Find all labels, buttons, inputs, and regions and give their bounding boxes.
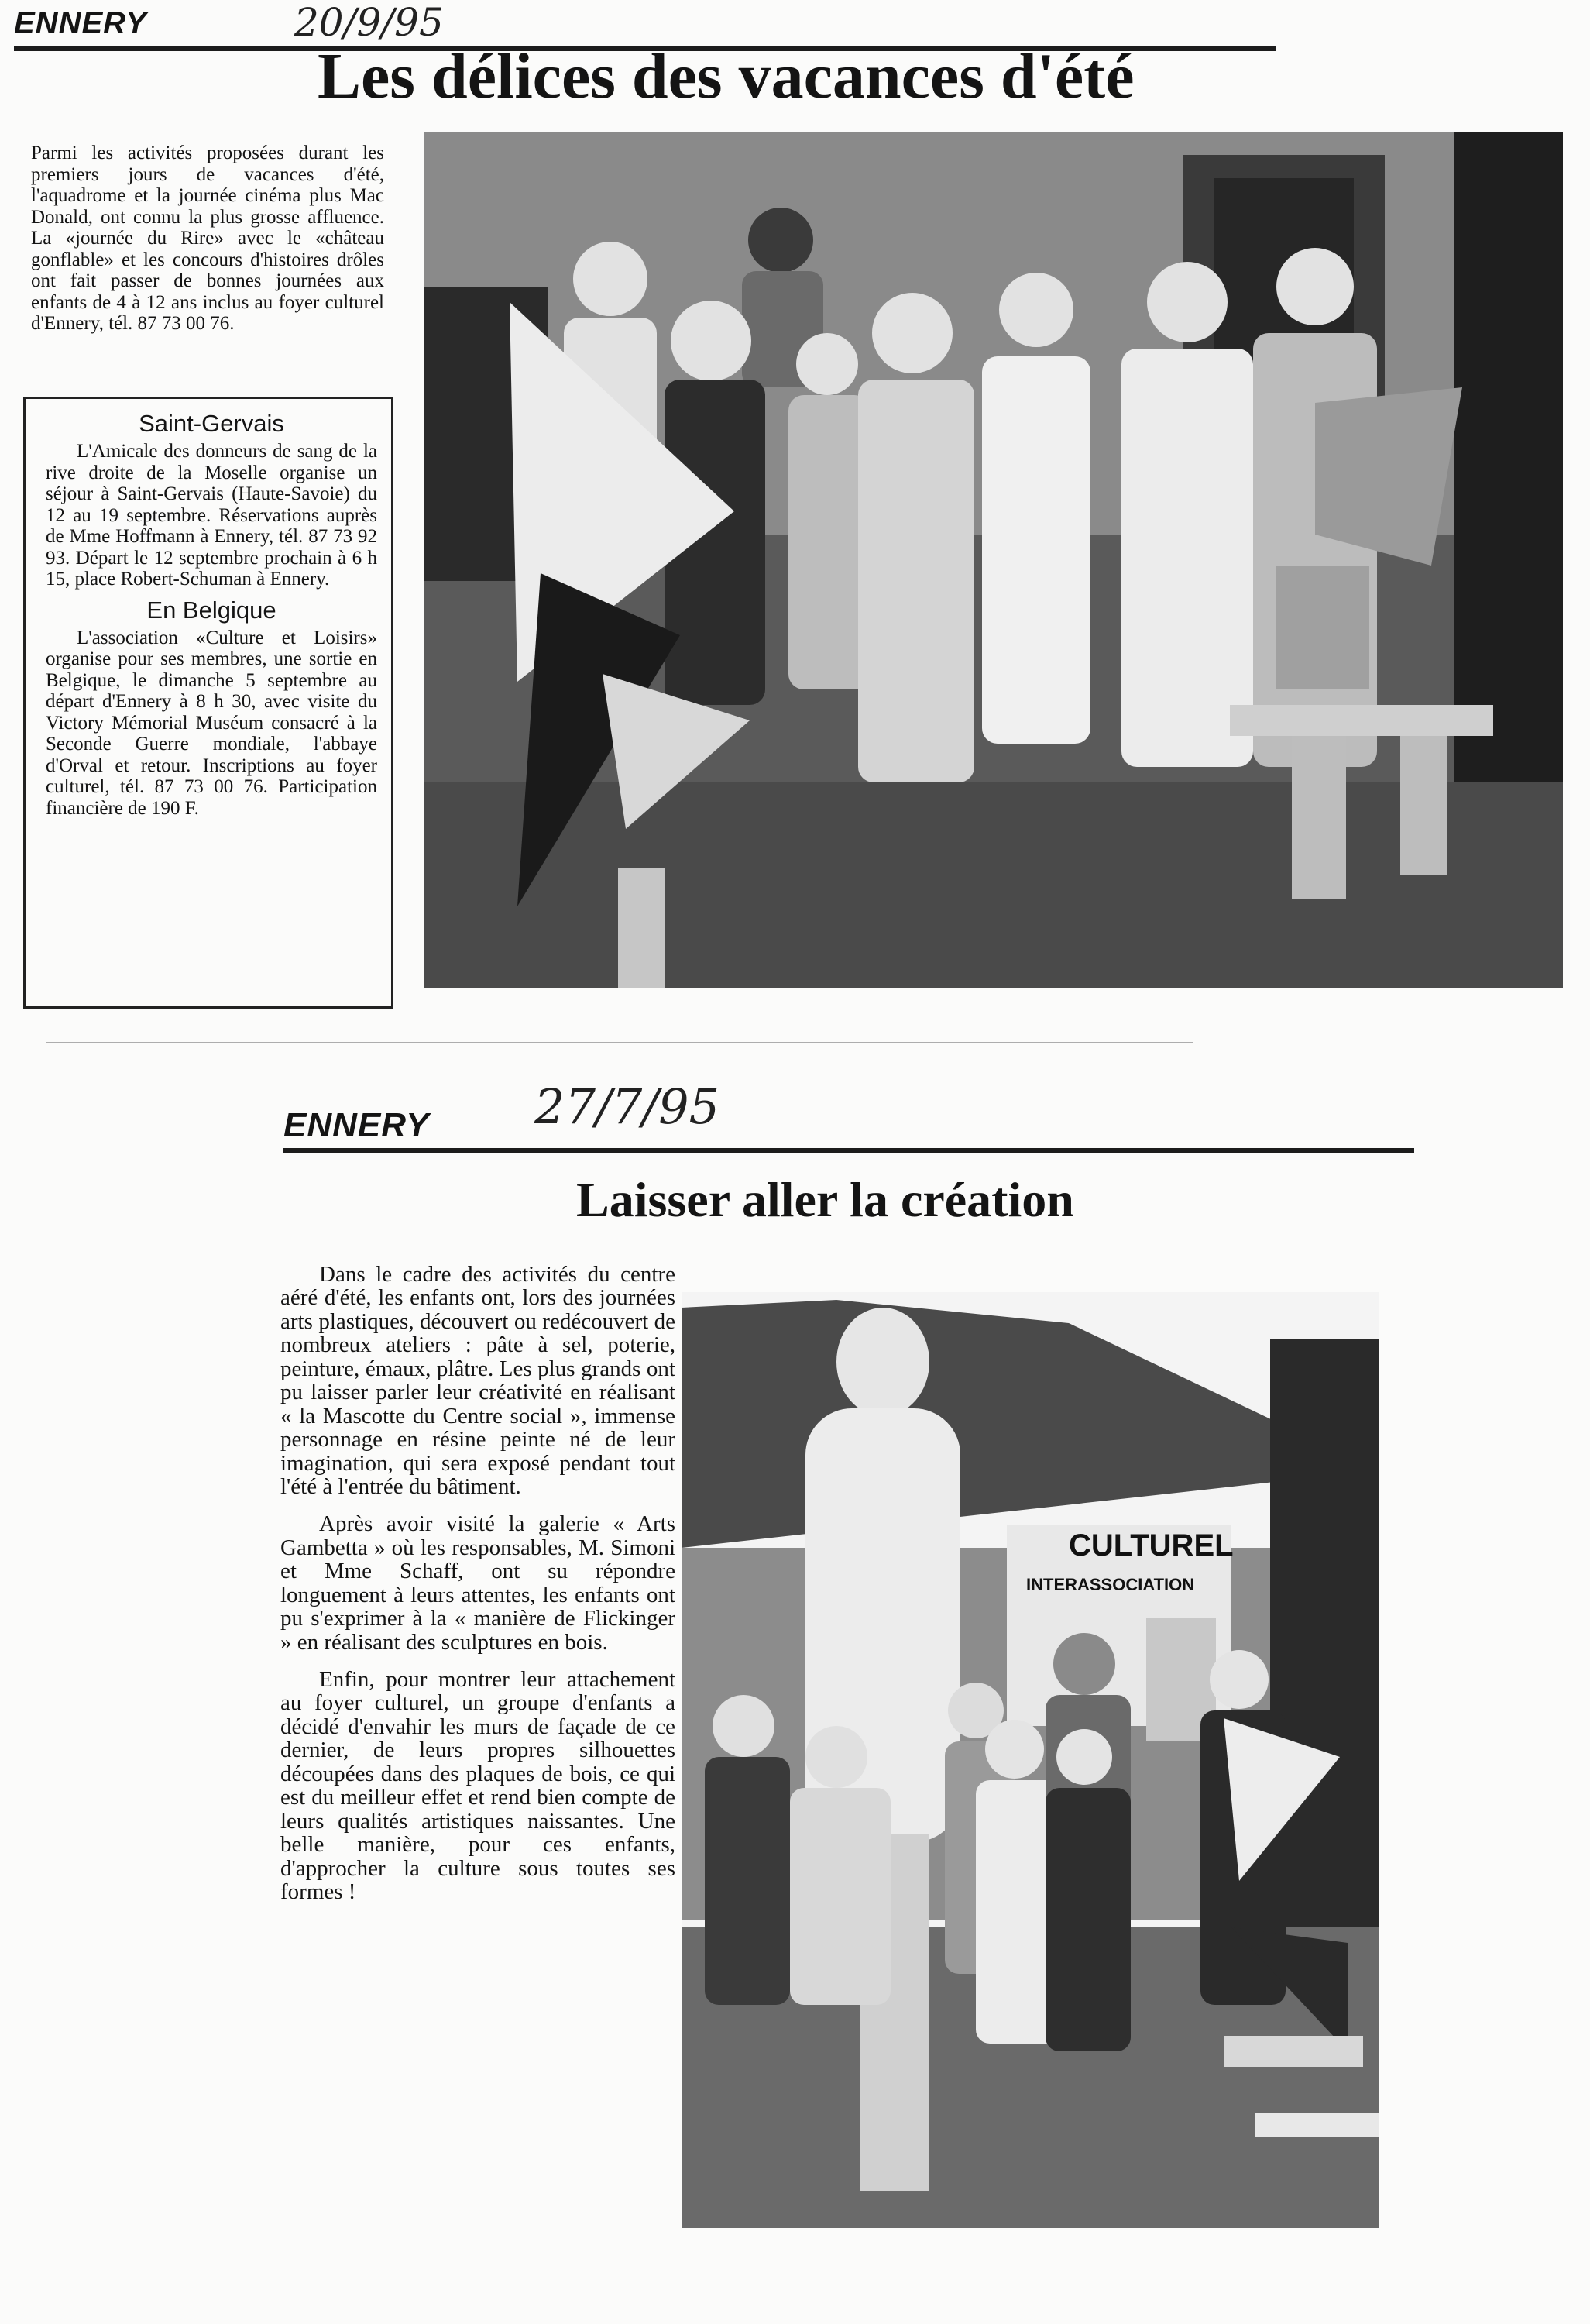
photo-children-group-illustration [424,132,1563,988]
box-heading-saint-gervais: Saint-Gervais [139,410,284,437]
info-box [23,397,393,1009]
masthead-rule-2 [283,1148,1414,1153]
photo-mascot-building-illustration [682,1292,1379,2228]
handwritten-date-1: 20/9/95 [294,0,444,45]
masthead-2: ENNERY [283,1106,430,1144]
box-heading-belgique: En Belgique [146,596,276,624]
article-paragraph-1: Dans le cadre des activités du centre aéré d'été, les enfants ont, lors des journées arts plastiques, découvert ou redécouvert de nombreux ateliers : pâte à sel, poterie, peinture, émaux, plâtre. Les plus grands ont pu laisser parler leur créativité en réalisant « la Mascotte du Centre social », immense personnage en résine peinte né de leur imagination, qui sera exposé pendant tout l'été à l'entrée du bâtiment. [280,1262,675,1499]
photo-children-group [424,132,1563,988]
intro-text: Parmi les activités proposées durant les premiers jours de vacances d'été, l'aquadrome et la journée cinéma plus Mac Donald, ont connu la plus grosse affluence. La «journée du Rire» avec le «château gonflable» et les concours d'histoires drôles ont fait passer de bonnes journées aux enfants de 4 à 12 ans inclus au foyer culturel d'Ennery, tél. 87 73 00 76. [31,143,384,334]
intro-paragraph [31,143,384,335]
masthead-1: ENNERY [14,6,147,40]
article-paragraph-2: Après avoir visité la galerie « Arts Gambetta » où les responsables, M. Simoni et Mme Schaff, ont su répondre longuement à leurs attentes, les enfants ont pu s'exprimer à la « manière de Flickinger » en réalisant des sculptures en bois. [280,1511,675,1655]
headline-1: Les délices des vacances d'été [318,40,1135,112]
box-text-belgique: L'association «Culture et Loisirs» organise pour ses membres, une sortie en Belgique, le dimanche 5 septembre au départ d'Ennery à 8 h 30, avec visite du Victory Mémorial Muséum consacré à la Seconde Guerre mondiale, l'abbaye d'Orval et retour. Inscriptions au foyer culturel, tél. 87 73 00 76. Participation financière de 190 F. [46,627,377,819]
handwritten-date-2: 27/7/95 [534,1078,720,1135]
article-paragraph-3: Enfin, pour montrer leur attachement au foyer culturel, un groupe d'enfants a décidé d'envahir les murs de façade de ce dernier, de leurs propres silhouettes découpées dans des plaques de bois, ce qui est du meilleur effet et rend bien compte de leurs qualités artistiques naissantes. Une belle manière, pour ces enfants, d'approcher la culture sous toutes ses formes ! [280,1667,675,1904]
sign-line-2: INTERASSOCIATION [1026,1575,1195,1594]
headline-2: Laisser aller la création [576,1172,1074,1227]
article-body [280,1263,675,1903]
photo-mascot-building [682,1292,1379,2228]
sign-line-1: CULTUREL [1069,1528,1234,1563]
box-text-saint-gervais: L'Amicale des donneurs de sang de la rive droite de la Moselle organise un séjour à Saint-Gervais (Haute-Savoie) du 12 au 19 septembre. Réservations auprès de Mme Hoffmann à Ennery, tél. 87 73 92 93. Départ le 12 septembre prochain à 6 h 15, place Robert-Schuman à Ennery. [46,441,377,590]
clip-separator [46,1042,1193,1043]
